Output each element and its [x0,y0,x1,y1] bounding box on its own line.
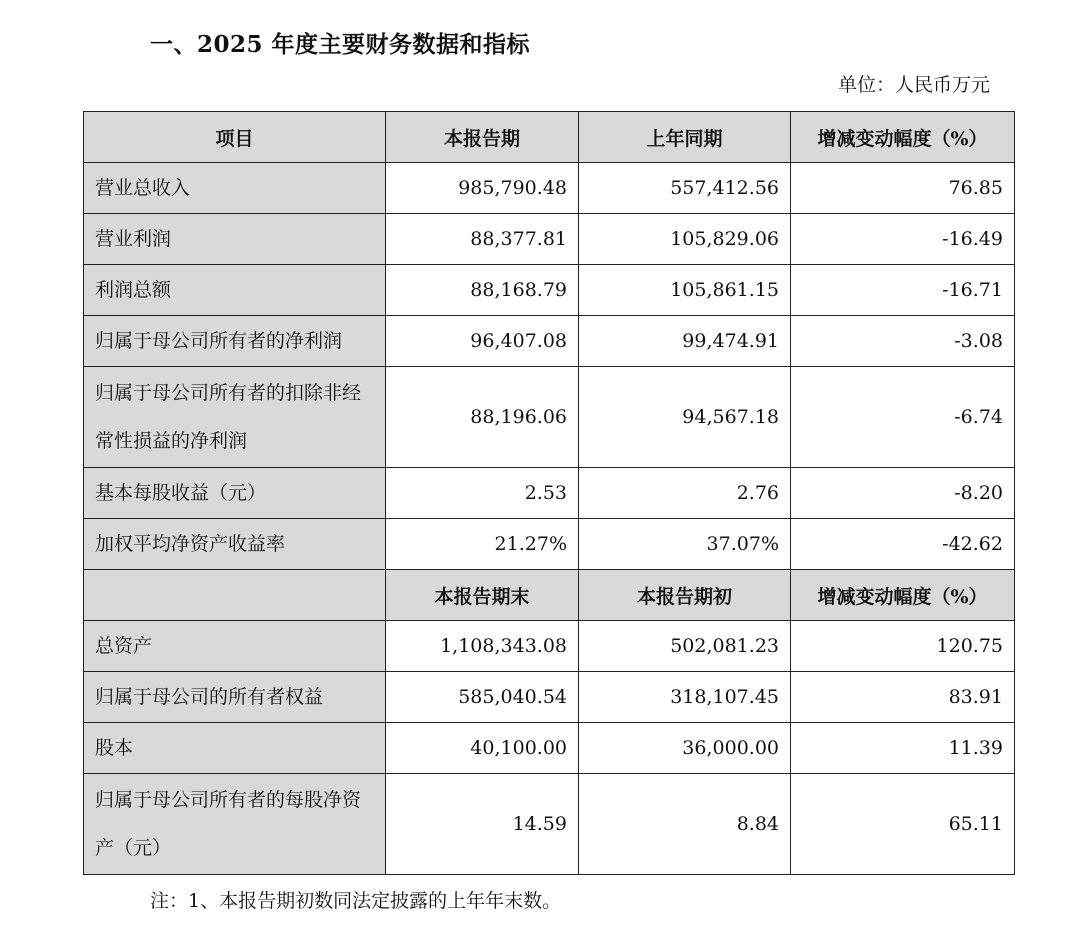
table-row [84,265,1015,316]
unit-label: 单位：人民币万元 [837,74,990,96]
row-prior: 94,567.18 [579,367,791,468]
table-header-row [84,112,1015,163]
subheader-empty-cell [84,570,386,621]
table-row [84,468,1015,519]
table-subheader-row [84,570,1015,621]
row-label: 总资产 [84,621,386,672]
row-prior: 2.76 [579,468,791,519]
row-prior: 105,861.15 [579,265,791,316]
header-prior-period: 上年同期 [579,112,791,163]
row-label: 归属于母公司所有者的净利润 [84,316,386,367]
header-change-pct: 增减变动幅度（%） [791,112,1015,163]
row-label: 归属于母公司的所有者权益 [84,672,386,723]
row-current: 21.27% [386,519,579,570]
row-current: 14.59 [386,774,579,875]
row-change: -16.49 [791,214,1015,265]
row-change: 65.11 [791,774,1015,875]
table-row [84,367,1015,468]
table-row [84,519,1015,570]
row-change: 83.91 [791,672,1015,723]
row-prior: 557,412.56 [579,163,791,214]
row-current: 88,196.06 [386,367,579,468]
row-current: 1,108,343.08 [386,621,579,672]
table-row [84,621,1015,672]
row-change: -16.71 [791,265,1015,316]
header-item: 项目 [84,112,386,163]
row-prior: 105,829.06 [579,214,791,265]
table-row [84,316,1015,367]
table-row [84,163,1015,214]
row-label: 利润总额 [84,265,386,316]
row-prior: 8.84 [579,774,791,875]
row-prior: 502,081.23 [579,621,791,672]
row-label: 营业利润 [84,214,386,265]
financial-data-table [83,111,1015,875]
row-current: 40,100.00 [386,723,579,774]
row-current: 88,377.81 [386,214,579,265]
row-current: 88,168.79 [386,265,579,316]
row-label: 加权平均净资产收益率 [84,519,386,570]
row-change: -6.74 [791,367,1015,468]
row-current: 96,407.08 [386,316,579,367]
row-prior: 36,000.00 [579,723,791,774]
page-title: 一、2025 年度主要财务数据和指标 [150,31,531,58]
table-row [84,774,1015,875]
row-change: -42.62 [791,519,1015,570]
row-change: 11.39 [791,723,1015,774]
row-label: 基本每股收益（元） [84,468,386,519]
table-row [84,214,1015,265]
subheader-period-end: 本报告期末 [386,570,579,621]
row-prior: 318,107.45 [579,672,791,723]
header-current-period: 本报告期 [386,112,579,163]
row-current: 585,040.54 [386,672,579,723]
row-label: 归属于母公司所有者的每股净资产（元） [84,774,386,875]
row-label: 营业总收入 [84,163,386,214]
row-prior: 37.07% [579,519,791,570]
table-row [84,723,1015,774]
footnote: 注：1、本报告期初数同法定披露的上年年末数。 [150,890,562,912]
table-row [84,672,1015,723]
row-change: -8.20 [791,468,1015,519]
row-label: 归属于母公司所有者的扣除非经常性损益的净利润 [84,367,386,468]
subheader-change-pct: 增减变动幅度（%） [791,570,1015,621]
row-current: 985,790.48 [386,163,579,214]
row-current: 2.53 [386,468,579,519]
row-change: -3.08 [791,316,1015,367]
row-prior: 99,474.91 [579,316,791,367]
row-change: 120.75 [791,621,1015,672]
row-label: 股本 [84,723,386,774]
row-change: 76.85 [791,163,1015,214]
subheader-period-start: 本报告期初 [579,570,791,621]
